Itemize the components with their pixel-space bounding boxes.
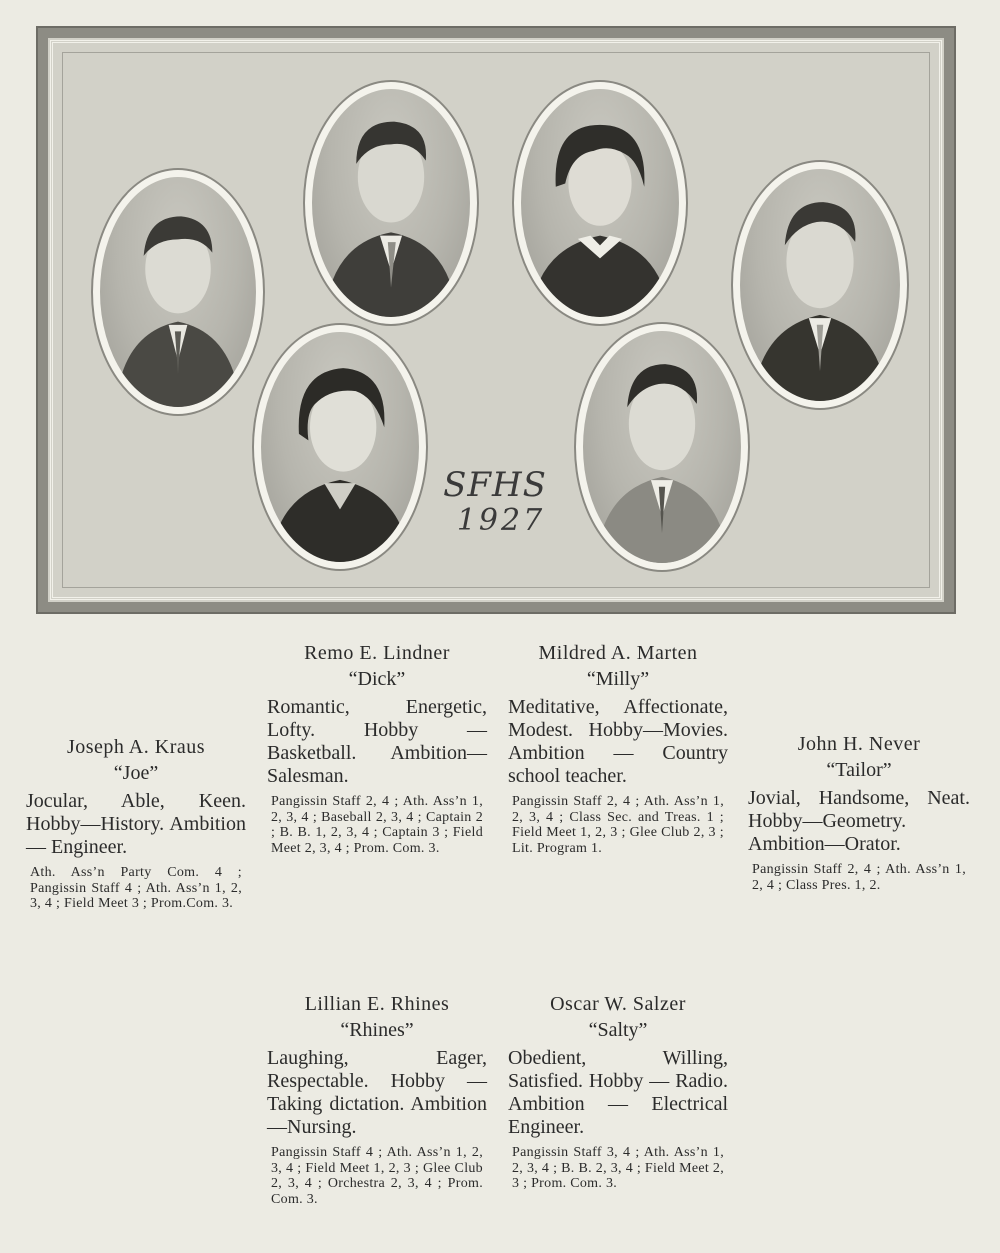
seal-year: 1927 [456, 503, 546, 538]
student-name: Joseph A. Kraus [66, 736, 206, 758]
student-description: Jocular, Able, Keen. Hobby—History. Ambition — Engineer. [26, 790, 246, 858]
student-name: John H. Never [797, 733, 921, 755]
student-nickname: “Tailor” [826, 759, 892, 781]
bio-joseph-kraus [26, 734, 246, 912]
student-activities: Ath. Ass’n Party Com. 4 ; Pangissin Staff 4 ; Ath. Ass’n 1, 2, 3, 4 ; Field Meet 3 ; Prom.Com. 3. [30, 865, 242, 911]
class-seal [430, 466, 560, 538]
student-name: Oscar W. Salzer [550, 993, 686, 1015]
portrait-oscar-salzer [574, 322, 750, 572]
student-nickname: “Rhines” [340, 1019, 414, 1041]
bio-oscar-salzer [508, 991, 728, 1192]
student-nickname: “Joe” [113, 762, 159, 784]
student-name: Mildred A. Marten [538, 642, 698, 664]
student-description: Jovial, Handsome, Neat. Hobby—Geometry. Ambition—Orator. [748, 787, 970, 855]
bio-remo-lindner [267, 640, 487, 856]
student-nickname: “Milly” [586, 668, 650, 690]
student-description: Meditative, Affectionate, Modest. Hobby—Movies. Ambition — Country school teacher. [508, 696, 728, 787]
student-description: Laughing, Eager, Respectable. Hobby —Taking dictation. Ambition —Nursing. [267, 1047, 487, 1138]
student-name: Lillian E. Rhines [304, 993, 450, 1015]
student-activities: Pangissin Staff 2, 4 ; Ath. Ass’n 1, 2, 3, 4 ; Baseball 2, 3, 4 ; Captain 2 ; B. B. 1, 2, 3, 4 ; Captain 3 ; Field Meet 2, 3, 4 ; Prom. Com. 3. [271, 794, 483, 856]
bio-mildred-marten [508, 640, 728, 856]
student-description: Romantic, Energetic, Lofty. Hobby —Basketball. Ambition—Salesman. [267, 696, 487, 787]
seal-school: SFHS [443, 465, 547, 505]
student-activities: Pangissin Staff 2, 4 ; Ath. Ass’n 1, 2, 4 ; Class Pres. 1, 2. [752, 862, 966, 893]
portrait-remo-lindner [303, 80, 479, 326]
portrait-lillian-rhines [252, 323, 428, 571]
student-nickname: “Salty” [588, 1019, 648, 1041]
bio-lillian-rhines [267, 991, 487, 1207]
bio-john-never [748, 731, 970, 893]
portrait-john-never [731, 160, 909, 410]
student-activities: Pangissin Staff 2, 4 ; Ath. Ass’n 1, 2, 3, 4 ; Class Sec. and Treas. 1 ; Field Meet 1, 2, 3 ; Glee Club 2, 3 ; Lit. Program 1. [512, 794, 724, 856]
student-activities: Pangissin Staff 3, 4 ; Ath. Ass’n 1, 2, 3, 4 ; B. B. 2, 3, 4 ; Field Meet 2, 3 ; Prom. Com. 3. [512, 1145, 724, 1191]
portrait-mildred-marten [512, 80, 688, 326]
portrait-joseph-kraus [91, 168, 265, 416]
student-nickname: “Dick” [348, 668, 406, 690]
student-name: Remo E. Lindner [304, 642, 450, 664]
student-description: Obedient, Willing, Satisfied. Hobby — Radio. Ambition — Electrical Engineer. [508, 1047, 728, 1138]
student-activities: Pangissin Staff 4 ; Ath. Ass’n 1, 2, 3, 4 ; Field Meet 1, 2, 3 ; Glee Club 2, 3, 4 ; Orchestra 2, 3, 4 ; Prom. Com. 3. [271, 1145, 483, 1207]
